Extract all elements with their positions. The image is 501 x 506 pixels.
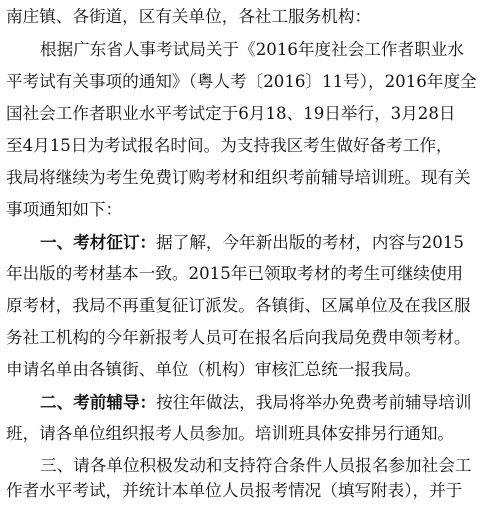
section-2-heading: 二、考前辅导： [40, 392, 157, 412]
line-text: 国社会工作者职业水平考试定于6月18、19日举行，3月28日 [6, 104, 456, 123]
line-text: 申请名单由各镇街、单位（机构）审核汇总统一报我局。 [6, 360, 421, 379]
salutation-line [6, 2, 501, 32]
section-2-line [6, 419, 501, 449]
line-text: 班，请各单位组织报考人员参加。培训班具体安排另行通知。 [6, 424, 455, 443]
line-text: 三、请各单位积极发动和支持符合条件人员报名参加社会工 [40, 456, 472, 475]
line-text: 至4月15日为考试报名时间。为支持我区考生做好备考工作， [6, 136, 453, 155]
section-1-line [40, 227, 501, 257]
paragraph-1-line [6, 163, 501, 193]
paragraph-1-line [6, 99, 501, 129]
paragraph-1-line [6, 195, 501, 225]
line-text: 事项通知如下： [6, 200, 123, 219]
paragraph-1-line [40, 35, 501, 65]
line-text: 平考试有关事项的通知》（粤人考〔2016〕11号），2016年度全 [6, 72, 477, 91]
line-text: 务社工机构的今年新报考人员可在报名后向我局免费申领考材。 [6, 328, 471, 347]
section-3-line [6, 476, 501, 506]
line-text: 原考材，我局不再重复征订派发。各镇街、区属单位及在我区服 [6, 296, 471, 315]
line-text: 根据广东省人事考试局关于《2016年度社会工作者职业水 [40, 40, 464, 59]
section-1-line [6, 355, 501, 385]
line-text: 按往年做法，我局将举办免费考前辅导培训 [156, 393, 472, 412]
section-1-line [6, 323, 501, 353]
section-2-line [40, 387, 501, 417]
paragraph-1-line [6, 67, 501, 97]
paragraph-1-line [6, 131, 501, 161]
line-text: 作者水平考试，并统计本单位人员报考情况（填写附表），并于 [6, 481, 463, 500]
section-1-line [6, 291, 501, 321]
line-text: 据了解，今年新出版的考材，内容与2015 [156, 233, 464, 252]
line-text: 我局将继续为考生免费订购考材和组织考前辅导培训班。现有关 [6, 168, 471, 187]
line-text: 南庄镇、各街道，区有关单位，各社工服务机构： [6, 7, 372, 26]
section-1-line [6, 259, 501, 289]
section-1-heading: 一、考材征订： [40, 232, 157, 252]
line-text: 年出版的考材基本一致。2015年已领取考材的考生可继续使用 [6, 264, 464, 283]
